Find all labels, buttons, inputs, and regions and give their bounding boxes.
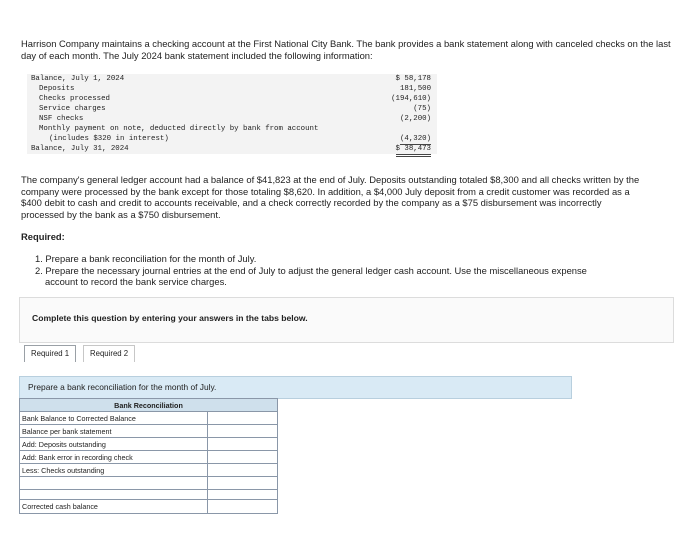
statement-row [27,94,437,104]
statement-amount: (194,610) [391,95,431,103]
amount-input[interactable] [208,438,278,451]
statement-row [27,124,437,134]
statement-amount: $ 38,473 [396,144,431,157]
table-row [20,412,278,425]
problem-details: The company's general ledger account had a balance of $41,823 at the end of July. Deposits outstanding totaled $8,300 and all checks written by the company were processed by the bank except for those totaling $8,620. In addition, a $4,000 July deposit from a credit customer was recorded as a $400 debit to cash and credit to accounts receivable, and a check correctly recorded by the company as a $75 disbursement was incorrectly processed by the bank as a $750 disbursement. [21,174,640,220]
table-row [20,464,278,477]
statement-label: Checks processed [39,95,110,103]
table-row [20,451,278,464]
statement-amount: 181,500 [399,85,431,93]
table-row [20,438,278,451]
statement-row [27,74,437,84]
recon-title-row [20,399,278,412]
statement-row [27,134,437,144]
table-row [20,425,278,438]
table-row [20,477,278,490]
statement-amount: (75) [413,105,431,113]
row-label[interactable]: Balance per bank statement [20,425,208,438]
reconciliation-table [19,398,278,514]
statement-label: Balance, July 31, 2024 [31,145,129,153]
total-label: Corrected cash balance [20,500,208,514]
spacer-cell [208,490,278,500]
spacer-cell [20,490,208,500]
tab-required-2[interactable]: Required 2 [83,345,135,362]
instruction-text: Prepare a bank reconciliation for the month of July. [28,382,217,392]
statement-label: (includes $320 in interest) [49,135,169,143]
instruction-strip [19,376,572,399]
tab-required-1[interactable]: Required 1 [24,345,76,362]
required-heading: Required: [21,231,65,242]
recon-title: Bank Reconciliation [20,399,278,412]
requirement-2: 2. Prepare the necessary journal entries at the end of July to adjust the general ledger cash account. Use the miscellaneous expense account to record the bank service charges. [35,264,587,287]
panel-instruction: Complete this question by entering your answers in the tabs below. [32,313,308,323]
total-input[interactable] [208,500,278,514]
row-label[interactable]: Add: Bank error in recording check [20,451,208,464]
table-spacer-row [20,490,278,500]
amount-input[interactable] [208,412,278,425]
total-row [20,500,278,514]
row-label[interactable]: Bank Balance to Corrected Balance [20,412,208,425]
bank-statement [27,74,437,154]
statement-amount: (2,200) [399,115,431,123]
row-label[interactable]: Add: Deposits outstanding [20,438,208,451]
statement-amount: (4,320) [399,135,431,143]
requirement-1: 1. Prepare a bank reconciliation for the month of July. [35,253,257,264]
statement-row [27,84,437,94]
statement-label: Deposits [39,85,75,93]
requirements-list [35,253,615,288]
statement-label: Balance, July 1, 2024 [31,75,125,83]
statement-amount: $ 58,178 [395,75,431,83]
statement-label: Service charges [39,105,106,113]
statement-row [27,144,437,154]
statement-label: NSF checks [39,115,84,123]
amount-input[interactable] [208,477,278,490]
row-label[interactable]: Less: Checks outstanding [20,464,208,477]
statement-row [27,104,437,114]
statement-label: Monthly payment on note, deducted directly by bank from account [39,125,319,133]
instructions-panel [19,297,674,343]
problem-intro: Harrison Company maintains a checking account at the First National City Bank. The bank provides a bank statement along with canceled checks on the last day of each month. The July 2024 bank statement included the following information: [21,38,671,61]
amount-input[interactable] [208,451,278,464]
amount-input[interactable] [208,464,278,477]
row-label[interactable] [20,477,208,490]
amount-input[interactable] [208,425,278,438]
statement-row [27,114,437,124]
